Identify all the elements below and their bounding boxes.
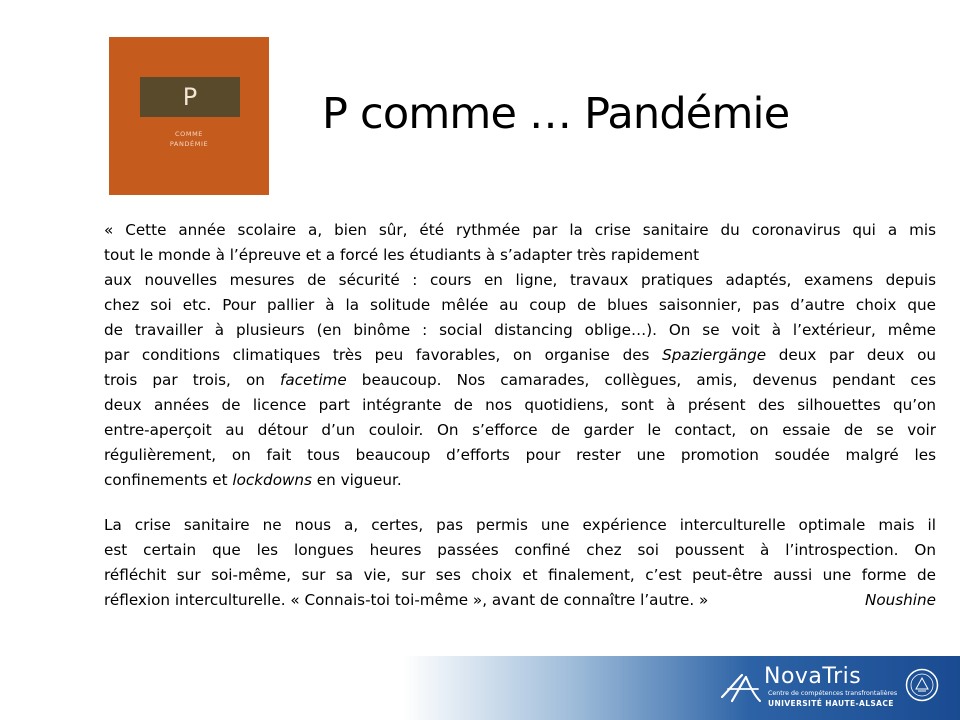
- brand-name: NovaTris: [764, 664, 862, 689]
- line-text: en vigueur.: [311, 471, 402, 489]
- line-text: par conditions climatiques très peu favorables, on organise des: [104, 346, 663, 364]
- paragraph-line: « Cette année scolaire a, bien sûr, été rythmée par la crise sanitaire du coronavirus qui a mis: [104, 221, 936, 239]
- paragraph-line: deux années de licence part intégrante de nos quotidiens, sont à présent des silhouettes qu’on: [104, 396, 936, 414]
- italic-term: Spaziergänge: [662, 346, 767, 364]
- pandemie-logo-tile: [109, 37, 269, 195]
- novatris-mark-icon: [720, 671, 762, 705]
- line-text: réflexion interculturelle. « Connais-toi toi-même », avant de connaître l’autre. »: [104, 591, 709, 609]
- paragraph-line: chez soi etc. Pour pallier à la solitude mêlée au coup de blues saisonnier, pas d’autre choix que: [104, 296, 936, 314]
- italic-term: lockdowns: [232, 471, 312, 489]
- logo-letter: P: [182, 83, 198, 111]
- logo-subtitle: [109, 129, 269, 149]
- line-text: beaucoup. Nos camarades, collègues, amis, devenus pendant ces: [346, 371, 936, 389]
- brand-tagline: Centre de compétences transfrontalières: [768, 690, 898, 697]
- paragraph-2: [104, 513, 936, 613]
- paragraph-line: entre-aperçoit au détour d’un couloir. On s’efforce de garder le contact, on essaie de se voir: [104, 421, 936, 439]
- paragraph-line: réfléchit sur soi-même, sur sa vie, sur ses choix et finalement, c’est peut-être aussi une forme de: [104, 566, 936, 584]
- university-name: UNIVERSITÉ HAUTE-ALSACE: [768, 699, 894, 708]
- paragraph-line: La crise sanitaire ne nous a, certes, pas permis une expérience interculturelle optimale mais il: [104, 516, 936, 534]
- university-seal-icon: [905, 668, 939, 702]
- line-text: confinements et: [104, 471, 233, 489]
- paragraph-line: tout le monde à l’épreuve et a forcé les étudiants à s’adapter très rapidement: [104, 246, 700, 264]
- paragraph-line: aux nouvelles mesures de sécurité : cours en ligne, travaux pratiques adaptés, examens depuis: [104, 271, 936, 289]
- logo-letter-band: [140, 77, 240, 117]
- italic-term: facetime: [280, 371, 347, 389]
- paragraph-line: [104, 588, 936, 613]
- paragraph-line: est certain que les longues heures passées confiné chez soi poussent à l’introspection. On: [104, 541, 936, 559]
- paragraph-line: [104, 368, 936, 393]
- paragraph-line: [104, 343, 936, 368]
- paragraph-line: [104, 468, 936, 493]
- paragraph-1: [104, 218, 936, 493]
- paragraph-line: régulièrement, on fait tous beaucoup d’efforts pour rester une promotion soudée malgré les: [104, 446, 936, 464]
- logo-subtitle-line1: COMME: [175, 130, 203, 138]
- logo-subtitle-line2: PANDÉMIE: [169, 140, 209, 148]
- footer-band: [0, 656, 960, 720]
- line-text: trois par trois, on: [104, 371, 281, 389]
- slide-title: P comme … Pandémie: [322, 89, 790, 139]
- line-text: deux par deux ou: [766, 346, 936, 364]
- paragraph-line: de travailler à plusieurs (en binôme : social distancing oblige…). On se voit à l’extérieur, même: [104, 321, 936, 339]
- signature: Noushine: [864, 591, 936, 609]
- quote-body: [104, 218, 936, 613]
- novatris-logo: [720, 663, 900, 713]
